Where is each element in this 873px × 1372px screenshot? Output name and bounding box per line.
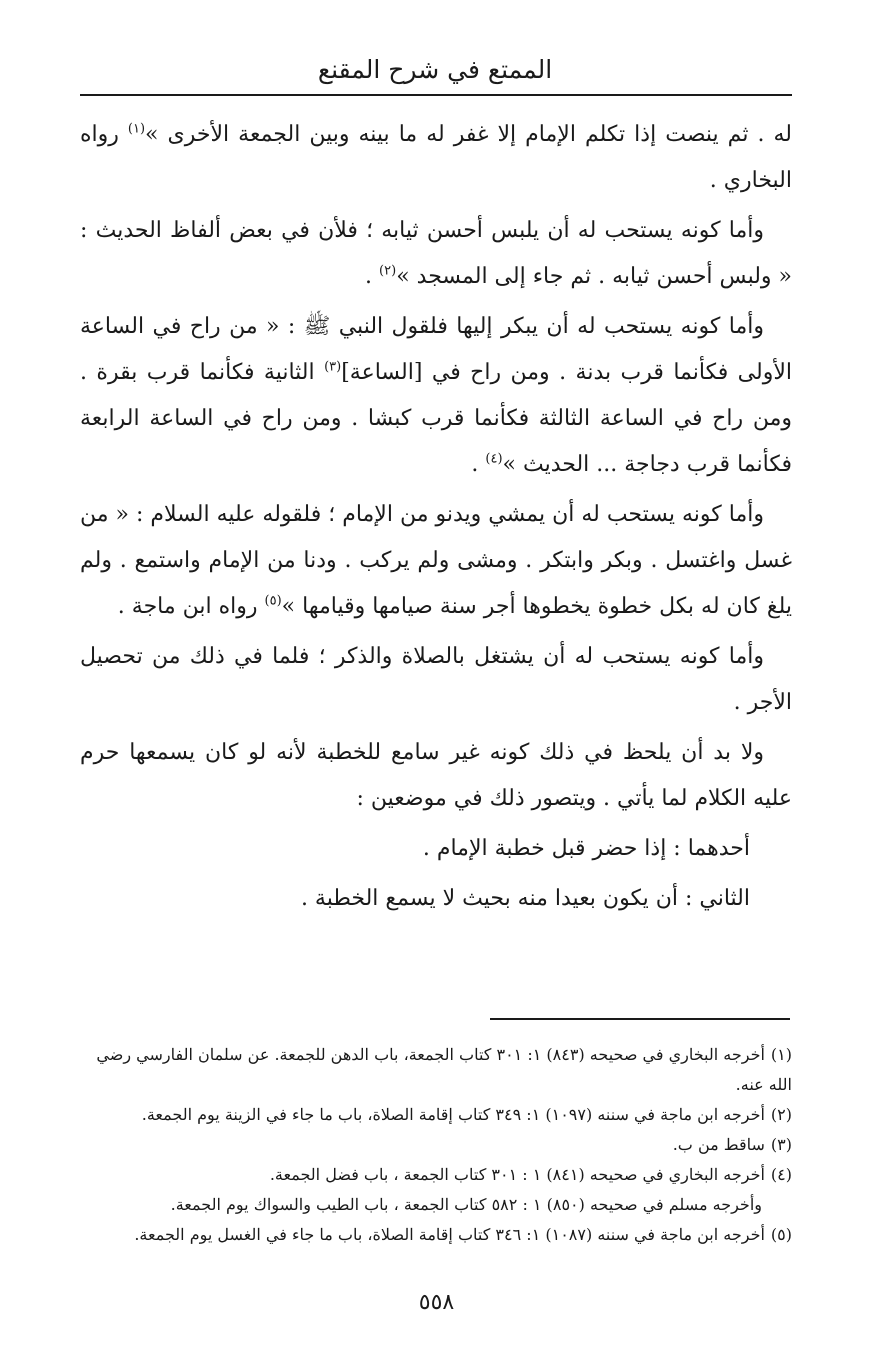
paragraph-3: وأما كونه يستحب له أن يبكر إليها فلقول النبي ﷺ : « من راح في الساعة الأولى فكأنما قرب بدنة . ومن راح في [الساعة]$^{(٣)}$ الثانية فكأنما قرب بقرة . ومن راح في الساعة الثالثة فكأنما قرب كبشا . ومن راح في الساعة الرابعة فكأنما قرب دجاجة ... الحديث »$^{(٤)}$ . [80,314,793,477]
footnote-ref-5: (٥) [264,593,282,609]
footnote-ref-1: (١) [127,121,146,137]
footnote-rule [490,1018,790,1020]
paragraph-2: وأما كونه يستحب له أن يلبس أحسن ثيابه ؛ فلأن في بعض ألفاظ الحديث : « ولبس أحسن ثيابه . ثم جاء إلى المسجد »$^{(٢)}$ . [80,218,792,289]
footnote-4-continued: وأخرجه مسلم في صحيحه (٨٥٠) ١ : ٥٨٢ كتاب الجمعة ، باب الطيب والسواك يوم الجمعة. [170,1195,762,1214]
header-rule [80,94,792,96]
paragraph-8: الثاني : أن يكون بعيدا منه بحيث لا يسمع الخطبة . [300,886,750,911]
footnote-ref-3: (٣) [324,359,342,375]
page-number: ٥٥٨ [418,1290,455,1315]
footnote-ref-2: (٢) [379,263,397,279]
footnote-2: (٢)أخرجه ابن ماجة في سننه (١٠٩٧) ١: ٣٤٩ كتاب إقامة الصلاة، باب ما جاء في الزينة يوم الجمعة. [141,1105,792,1124]
footnote-5: (٥)أخرجه ابن ماجة في سننه (١٠٨٧) ١: ٣٤٦ كتاب إقامة الصلاة، باب ما جاء في الغسل يوم الجمعة. [134,1225,792,1244]
paragraph-6: ولا بد أن يلحظ في ذلك كونه غير سامع للخطبة لأنه لو كان يسمعها حرم عليه الكلام لما يأتي . ويتصور ذلك في موضعين : [80,740,792,811]
footnote-ref-4: (٤) [485,451,503,467]
footnote-1: (١)أخرجه البخاري في صحيحه (٨٤٣) ١: ٣٠١ كتاب الجمعة، باب الدهن للجمعة. عن سلمان الفارسي رضي الله عنه. [96,1045,792,1094]
paragraph-4: وأما كونه يستحب له أن يمشي ويدنو من الإمام ؛ فلقوله عليه السلام : « من غسل واغتسل . وبكر وابتكر . ومشى ولم يركب . ودنا من الإمام واستمع . ولم يلغ كان له بكل خطوة يخطوها أجر سنة صيامها وقيامها »$^{(٥)}$ رواه ابن ماجة . [80,502,792,619]
paragraph-7: أحدهما : إذا حضر قبل خطبة الإمام . [422,836,750,861]
footnotes [80,1040,792,1250]
footnote-4: (٤)أخرجه البخاري في صحيحه (٨٤١) ١ : ٣٠١ كتاب الجمعة ، باب فضل الجمعة. [269,1165,792,1184]
main-text [80,112,792,926]
paragraph-5: وأما كونه يستحب له أن يشتغل بالصلاة والذكر ؛ فلما في ذلك من تحصيل الأجر . [80,644,792,715]
paragraph-1: له . ثم ينصت إذا تكلم الإمام إلا غفر له ما بينه وبين الجمعة الأخرى »$^{(١)}$ رواه البخاري . [80,121,792,193]
footnote-3: (٣)ساقط من ب. [672,1135,792,1154]
running-header: الممتع في شرح المقنع [317,55,553,84]
